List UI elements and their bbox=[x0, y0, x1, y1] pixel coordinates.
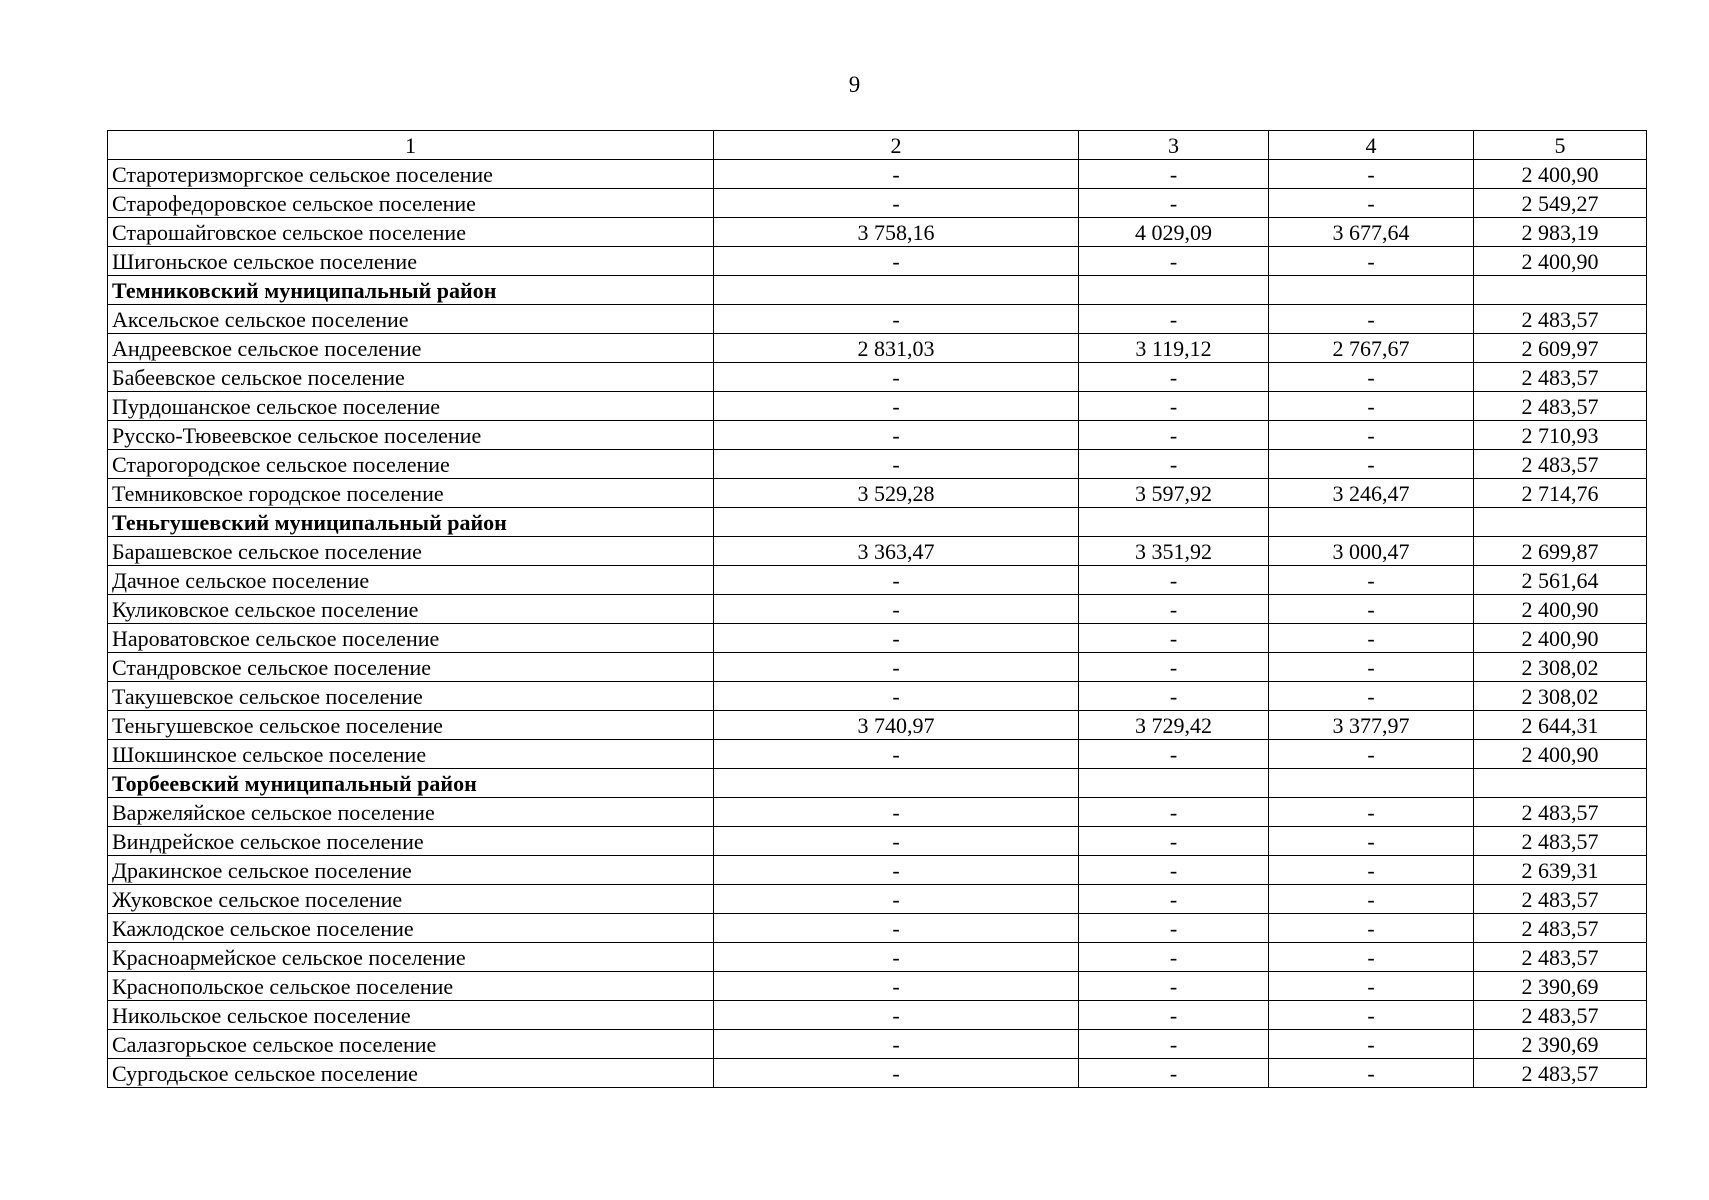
value-cell-col2: - bbox=[714, 1030, 1079, 1059]
table-row bbox=[108, 479, 1647, 508]
value-cell-col5: 2 483,57 bbox=[1474, 450, 1647, 479]
value-cell-col3: - bbox=[1079, 189, 1269, 218]
table-row bbox=[108, 943, 1647, 972]
table-row bbox=[108, 247, 1647, 276]
table-row bbox=[108, 972, 1647, 1001]
value-cell-col5: 2 390,69 bbox=[1474, 1030, 1647, 1059]
value-cell-col4: - bbox=[1269, 160, 1474, 189]
value-cell-col4: - bbox=[1269, 624, 1474, 653]
settlement-name-cell: Варжеляйское сельское поселение bbox=[108, 798, 714, 827]
value-cell-col3: - bbox=[1079, 885, 1269, 914]
value-cell-col2: - bbox=[714, 972, 1079, 1001]
value-cell-col2: 3 758,16 bbox=[714, 218, 1079, 247]
value-cell-col3: - bbox=[1079, 682, 1269, 711]
value-cell-col3: - bbox=[1079, 856, 1269, 885]
value-cell-col5 bbox=[1474, 508, 1647, 537]
district-name-cell: Теньгушевский муниципальный район bbox=[108, 508, 714, 537]
settlement-name-cell: Русско-Тювеевское сельское поселение bbox=[108, 421, 714, 450]
value-cell-col3 bbox=[1079, 276, 1269, 305]
value-cell-col4: 3 677,64 bbox=[1269, 218, 1474, 247]
settlement-name-cell: Сургодьское сельское поселение bbox=[108, 1059, 714, 1088]
header-cell-3: 3 bbox=[1079, 131, 1269, 160]
settlement-name-cell: Андреевское сельское поселение bbox=[108, 334, 714, 363]
value-cell-col2: - bbox=[714, 305, 1079, 334]
value-cell-col5: 2 400,90 bbox=[1474, 595, 1647, 624]
value-cell-col3: - bbox=[1079, 305, 1269, 334]
table-row bbox=[108, 827, 1647, 856]
table-row bbox=[108, 189, 1647, 218]
value-cell-col4: - bbox=[1269, 914, 1474, 943]
settlement-name-cell: Шокшинское сельское поселение bbox=[108, 740, 714, 769]
settlement-name-cell: Темниковское городское поселение bbox=[108, 479, 714, 508]
value-cell-col2: - bbox=[714, 914, 1079, 943]
value-cell-col4: 2 767,67 bbox=[1269, 334, 1474, 363]
settlement-name-cell: Аксельское сельское поселение bbox=[108, 305, 714, 334]
district-name-cell: Темниковский муниципальный район bbox=[108, 276, 714, 305]
table-row bbox=[108, 160, 1647, 189]
value-cell-col3: - bbox=[1079, 363, 1269, 392]
value-cell-col5: 2 483,57 bbox=[1474, 943, 1647, 972]
value-cell-col2: - bbox=[714, 740, 1079, 769]
table-row bbox=[108, 566, 1647, 595]
value-cell-col2: - bbox=[714, 798, 1079, 827]
settlement-name-cell: Старофедоровское сельское поселение bbox=[108, 189, 714, 218]
value-cell-col3: 3 119,12 bbox=[1079, 334, 1269, 363]
value-cell-col5: 2 483,57 bbox=[1474, 305, 1647, 334]
value-cell-col4: - bbox=[1269, 421, 1474, 450]
table-row bbox=[108, 1030, 1647, 1059]
settlement-name-cell: Красноармейское сельское поселение bbox=[108, 943, 714, 972]
value-cell-col4: 3 000,47 bbox=[1269, 537, 1474, 566]
value-cell-col4: - bbox=[1269, 1059, 1474, 1088]
table-row bbox=[108, 305, 1647, 334]
table-row bbox=[108, 595, 1647, 624]
settlement-name-cell: Салазгорьское сельское поселение bbox=[108, 1030, 714, 1059]
table-header bbox=[108, 131, 1647, 160]
value-cell-col2 bbox=[714, 508, 1079, 537]
value-cell-col4: 3 377,97 bbox=[1269, 711, 1474, 740]
value-cell-col5: 2 483,57 bbox=[1474, 827, 1647, 856]
settlement-name-cell: Такушевское сельское поселение bbox=[108, 682, 714, 711]
value-cell-col3: - bbox=[1079, 914, 1269, 943]
value-cell-col2: 2 831,03 bbox=[714, 334, 1079, 363]
value-cell-col2: - bbox=[714, 624, 1079, 653]
table-row bbox=[108, 856, 1647, 885]
value-cell-col2: - bbox=[714, 595, 1079, 624]
value-cell-col3: - bbox=[1079, 624, 1269, 653]
value-cell-col5 bbox=[1474, 276, 1647, 305]
value-cell-col2: - bbox=[714, 450, 1079, 479]
value-cell-col2 bbox=[714, 276, 1079, 305]
value-cell-col5: 2 483,57 bbox=[1474, 392, 1647, 421]
settlement-name-cell: Старотеризморгское сельское поселение bbox=[108, 160, 714, 189]
value-cell-col2 bbox=[714, 769, 1079, 798]
settlement-name-cell: Виндрейское сельское поселение bbox=[108, 827, 714, 856]
settlement-name-cell: Бабеевское сельское поселение bbox=[108, 363, 714, 392]
value-cell-col4 bbox=[1269, 276, 1474, 305]
value-cell-col3: - bbox=[1079, 1059, 1269, 1088]
value-cell-col5: 2 400,90 bbox=[1474, 624, 1647, 653]
settlement-name-cell: Барашевское сельское поселение bbox=[108, 537, 714, 566]
settlement-name-cell: Кажлодское сельское поселение bbox=[108, 914, 714, 943]
value-cell-col2: - bbox=[714, 421, 1079, 450]
value-cell-col2: 3 363,47 bbox=[714, 537, 1079, 566]
value-cell-col2: - bbox=[714, 363, 1079, 392]
value-cell-col5 bbox=[1474, 769, 1647, 798]
table-row bbox=[108, 885, 1647, 914]
table-body bbox=[108, 160, 1647, 1088]
district-row bbox=[108, 769, 1647, 798]
value-cell-col4: - bbox=[1269, 1030, 1474, 1059]
value-cell-col3: 3 351,92 bbox=[1079, 537, 1269, 566]
value-cell-col3: - bbox=[1079, 943, 1269, 972]
value-cell-col2: 3 529,28 bbox=[714, 479, 1079, 508]
value-cell-col3: 4 029,09 bbox=[1079, 218, 1269, 247]
value-cell-col3: - bbox=[1079, 740, 1269, 769]
value-cell-col5: 2 714,76 bbox=[1474, 479, 1647, 508]
value-cell-col4: - bbox=[1269, 943, 1474, 972]
value-cell-col2: - bbox=[714, 827, 1079, 856]
value-cell-col5: 2 483,57 bbox=[1474, 1059, 1647, 1088]
table-row bbox=[108, 798, 1647, 827]
table-row bbox=[108, 537, 1647, 566]
page-number: 9 bbox=[848, 72, 861, 97]
value-cell-col4 bbox=[1269, 769, 1474, 798]
value-cell-col5: 2 390,69 bbox=[1474, 972, 1647, 1001]
settlement-name-cell: Никольское сельское поселение bbox=[108, 1001, 714, 1030]
header-cell-5: 5 bbox=[1474, 131, 1647, 160]
value-cell-col3 bbox=[1079, 769, 1269, 798]
settlement-name-cell: Нароватовское сельское поселение bbox=[108, 624, 714, 653]
table-row bbox=[108, 740, 1647, 769]
value-cell-col2: - bbox=[714, 566, 1079, 595]
value-cell-col4: - bbox=[1269, 740, 1474, 769]
value-cell-col5: 2 400,90 bbox=[1474, 740, 1647, 769]
value-cell-col3: - bbox=[1079, 798, 1269, 827]
settlement-name-cell: Краснопольское сельское поселение bbox=[108, 972, 714, 1001]
value-cell-col4: - bbox=[1269, 972, 1474, 1001]
value-cell-col3: - bbox=[1079, 421, 1269, 450]
settlement-name-cell: Куликовское сельское поселение bbox=[108, 595, 714, 624]
value-cell-col2: 3 740,97 bbox=[714, 711, 1079, 740]
settlement-name-cell: Дачное сельское поселение bbox=[108, 566, 714, 595]
value-cell-col4: - bbox=[1269, 798, 1474, 827]
value-cell-col3: - bbox=[1079, 1030, 1269, 1059]
value-cell-col3: - bbox=[1079, 247, 1269, 276]
value-cell-col5: 2 400,90 bbox=[1474, 160, 1647, 189]
table-row bbox=[108, 363, 1647, 392]
value-cell-col3: - bbox=[1079, 595, 1269, 624]
value-cell-col5: 2 308,02 bbox=[1474, 653, 1647, 682]
value-cell-col4: - bbox=[1269, 1001, 1474, 1030]
value-cell-col4: - bbox=[1269, 305, 1474, 334]
value-cell-col2: - bbox=[714, 682, 1079, 711]
header-cell-4: 4 bbox=[1269, 131, 1474, 160]
table-row bbox=[108, 1059, 1647, 1088]
value-cell-col3: - bbox=[1079, 653, 1269, 682]
header-row bbox=[108, 131, 1647, 160]
table-row bbox=[108, 450, 1647, 479]
value-cell-col5: 2 710,93 bbox=[1474, 421, 1647, 450]
value-cell-col4: - bbox=[1269, 682, 1474, 711]
value-cell-col3: - bbox=[1079, 392, 1269, 421]
table-row bbox=[108, 624, 1647, 653]
district-name-cell: Торбеевский муниципальный район bbox=[108, 769, 714, 798]
value-cell-col3: - bbox=[1079, 160, 1269, 189]
value-cell-col5: 2 983,19 bbox=[1474, 218, 1647, 247]
settlement-name-cell: Стандровское сельское поселение bbox=[108, 653, 714, 682]
value-cell-col3 bbox=[1079, 508, 1269, 537]
table-row bbox=[108, 1001, 1647, 1030]
value-cell-col2: - bbox=[714, 653, 1079, 682]
value-cell-col4: - bbox=[1269, 566, 1474, 595]
value-cell-col5: 2 561,64 bbox=[1474, 566, 1647, 595]
value-cell-col5: 2 483,57 bbox=[1474, 885, 1647, 914]
value-cell-col2: - bbox=[714, 1001, 1079, 1030]
table-row bbox=[108, 218, 1647, 247]
table-row bbox=[108, 711, 1647, 740]
settlement-name-cell: Пурдошанское сельское поселение bbox=[108, 392, 714, 421]
value-cell-col4: - bbox=[1269, 885, 1474, 914]
header-cell-2: 2 bbox=[714, 131, 1079, 160]
table-row bbox=[108, 334, 1647, 363]
value-cell-col3: - bbox=[1079, 827, 1269, 856]
value-cell-col5: 2 609,97 bbox=[1474, 334, 1647, 363]
value-cell-col4: - bbox=[1269, 363, 1474, 392]
value-cell-col3: - bbox=[1079, 1001, 1269, 1030]
value-cell-col2: - bbox=[714, 885, 1079, 914]
value-cell-col5: 2 644,31 bbox=[1474, 711, 1647, 740]
value-cell-col3: - bbox=[1079, 972, 1269, 1001]
value-cell-col5: 2 699,87 bbox=[1474, 537, 1647, 566]
settlement-name-cell: Жуковское сельское поселение bbox=[108, 885, 714, 914]
table-row bbox=[108, 421, 1647, 450]
settlement-name-cell: Дракинское сельское поселение bbox=[108, 856, 714, 885]
value-cell-col5: 2 483,57 bbox=[1474, 1001, 1647, 1030]
value-cell-col2: - bbox=[714, 160, 1079, 189]
value-cell-col3: 3 729,42 bbox=[1079, 711, 1269, 740]
value-cell-col4: - bbox=[1269, 392, 1474, 421]
value-cell-col4: - bbox=[1269, 595, 1474, 624]
value-cell-col4: - bbox=[1269, 189, 1474, 218]
value-cell-col5: 2 639,31 bbox=[1474, 856, 1647, 885]
value-cell-col2: - bbox=[714, 1059, 1079, 1088]
value-cell-col2: - bbox=[714, 189, 1079, 218]
header-cell-1: 1 bbox=[108, 131, 714, 160]
value-cell-col5: 2 483,57 bbox=[1474, 914, 1647, 943]
value-cell-col3: - bbox=[1079, 566, 1269, 595]
settlement-name-cell: Шигоньское сельское поселение bbox=[108, 247, 714, 276]
district-row bbox=[108, 508, 1647, 537]
value-cell-col4: - bbox=[1269, 247, 1474, 276]
value-cell-col5: 2 483,57 bbox=[1474, 798, 1647, 827]
value-cell-col4: - bbox=[1269, 856, 1474, 885]
table-row bbox=[108, 653, 1647, 682]
value-cell-col2: - bbox=[714, 247, 1079, 276]
value-cell-col5: 2 308,02 bbox=[1474, 682, 1647, 711]
value-cell-col2: - bbox=[714, 392, 1079, 421]
table-row bbox=[108, 392, 1647, 421]
settlement-name-cell: Теньгушевское сельское поселение bbox=[108, 711, 714, 740]
district-row bbox=[108, 276, 1647, 305]
value-cell-col2: - bbox=[714, 943, 1079, 972]
table-row bbox=[108, 914, 1647, 943]
value-cell-col5: 2 549,27 bbox=[1474, 189, 1647, 218]
settlement-name-cell: Старошайговское сельское поселение bbox=[108, 218, 714, 247]
settlement-name-cell: Старогородское сельское поселение bbox=[108, 450, 714, 479]
value-cell-col4: - bbox=[1269, 827, 1474, 856]
value-cell-col4: 3 246,47 bbox=[1269, 479, 1474, 508]
data-table bbox=[107, 130, 1647, 1088]
table-row bbox=[108, 682, 1647, 711]
value-cell-col3: 3 597,92 bbox=[1079, 479, 1269, 508]
value-cell-col2: - bbox=[714, 856, 1079, 885]
value-cell-col4 bbox=[1269, 508, 1474, 537]
value-cell-col5: 2 483,57 bbox=[1474, 363, 1647, 392]
value-cell-col4: - bbox=[1269, 450, 1474, 479]
value-cell-col4: - bbox=[1269, 653, 1474, 682]
value-cell-col5: 2 400,90 bbox=[1474, 247, 1647, 276]
value-cell-col3: - bbox=[1079, 450, 1269, 479]
